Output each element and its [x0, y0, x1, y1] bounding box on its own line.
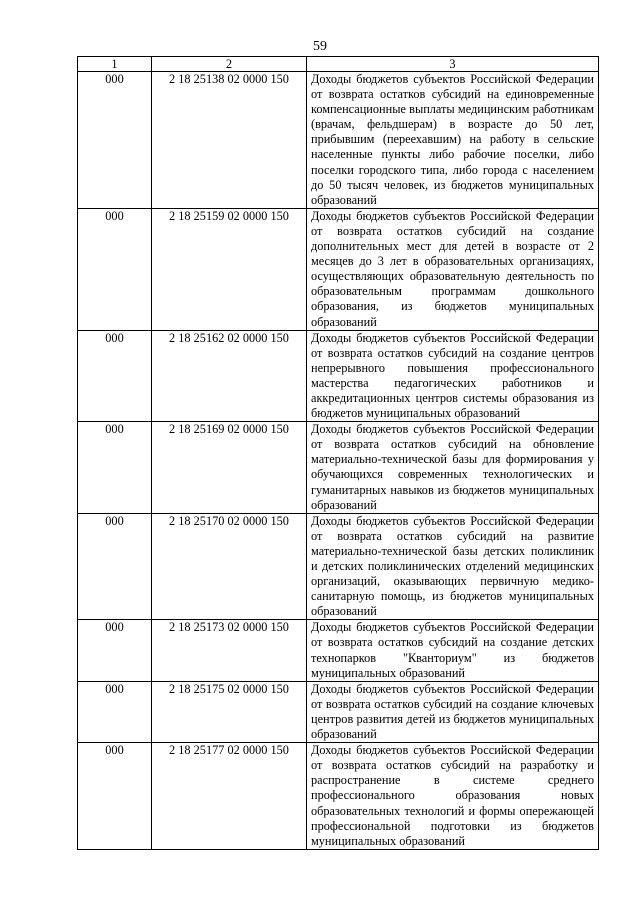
budget-code-cell: 2 18 25162 02 0000 150 [152, 330, 307, 422]
table-row [78, 422, 599, 514]
page-number: 59 [313, 39, 327, 54]
description-cell: Доходы бюджетов субъектов Российской Федерации от возврата остатков субсидий на обновление материально-технической базы для формирования у обучающихся современных технологических и гуманитарных навыков из бюджетов муниципальных образований [307, 422, 599, 514]
table-row [78, 620, 599, 681]
table-row [78, 681, 599, 742]
table-row [78, 72, 599, 209]
table-row [78, 743, 599, 850]
description-cell: Доходы бюджетов субъектов Российской Федерации от возврата остатков субсидий на создание детских технопарков "Кванториум" из бюджетов муниципальных образований [307, 620, 599, 681]
admin-code-cell: 000 [78, 681, 152, 742]
description-cell: Доходы бюджетов субъектов Российской Федерации от возврата остатков субсидий на единовременные компенсационные выплаты медицинским работникам (врачам, фельдшерам) в возрасте до 50 лет, прибывшим (переехавшим) на работу в сельские населенные пункты либо рабочие поселки, либо поселки городского типа, либо города с населением до 50 тысяч человек, из бюджетов муниципальных образований [307, 72, 599, 209]
budget-code-cell: 2 18 25170 02 0000 150 [152, 513, 307, 620]
table-header-row [78, 57, 599, 72]
description-cell: Доходы бюджетов субъектов Российской Федерации от возврата остатков субсидий на разработку и распространение в системе среднего профессионального образования новых образовательных технологий и формы опережающей профессиональной подготовки из бюджетов муниципальных образований [307, 743, 599, 850]
table-row [78, 330, 599, 422]
budget-code-cell: 2 18 25138 02 0000 150 [152, 72, 307, 209]
admin-code-cell: 000 [78, 620, 152, 681]
table-row [78, 208, 599, 330]
admin-code-cell: 000 [78, 208, 152, 330]
description-cell: Доходы бюджетов субъектов Российской Федерации от возврата остатков субсидий на создание центров непрерывного повышения профессионального мастерства педагогических работников и аккредитационных центров системы образования из бюджетов муниципальных образований [307, 330, 599, 422]
admin-code-cell: 000 [78, 72, 152, 209]
budget-revenue-table [77, 56, 599, 850]
admin-code-cell: 000 [78, 422, 152, 514]
description-cell: Доходы бюджетов субъектов Российской Федерации от возврата остатков субсидий на создание ключевых центров развития детей из бюджетов муниципальных образований [307, 681, 599, 742]
table-row [78, 513, 599, 620]
column-header-2: 2 [152, 57, 307, 72]
budget-code-cell: 2 18 25177 02 0000 150 [152, 743, 307, 850]
admin-code-cell: 000 [78, 513, 152, 620]
admin-code-cell: 000 [78, 743, 152, 850]
column-header-1: 1 [78, 57, 152, 72]
description-cell: Доходы бюджетов субъектов Российской Федерации от возврата остатков субсидий на создание дополнительных мест для детей в возрасте от 2 месяцев до 3 лет в образовательных организациях, осуществляющих образовательную деятельность по образовательным программам дошкольного образования, из бюджетов муниципальных образований [307, 208, 599, 330]
admin-code-cell: 000 [78, 330, 152, 422]
description-cell: Доходы бюджетов субъектов Российской Федерации от возврата остатков субсидий на развитие материально-технической базы детских поликлиник и детских поликлинических отделений медицинских организаций, оказывающих первичную медико-санитарную помощь, из бюджетов муниципальных образований [307, 513, 599, 620]
budget-code-cell: 2 18 25173 02 0000 150 [152, 620, 307, 681]
column-header-3: 3 [307, 57, 599, 72]
budget-code-cell: 2 18 25169 02 0000 150 [152, 422, 307, 514]
budget-code-cell: 2 18 25175 02 0000 150 [152, 681, 307, 742]
budget-code-cell: 2 18 25159 02 0000 150 [152, 208, 307, 330]
